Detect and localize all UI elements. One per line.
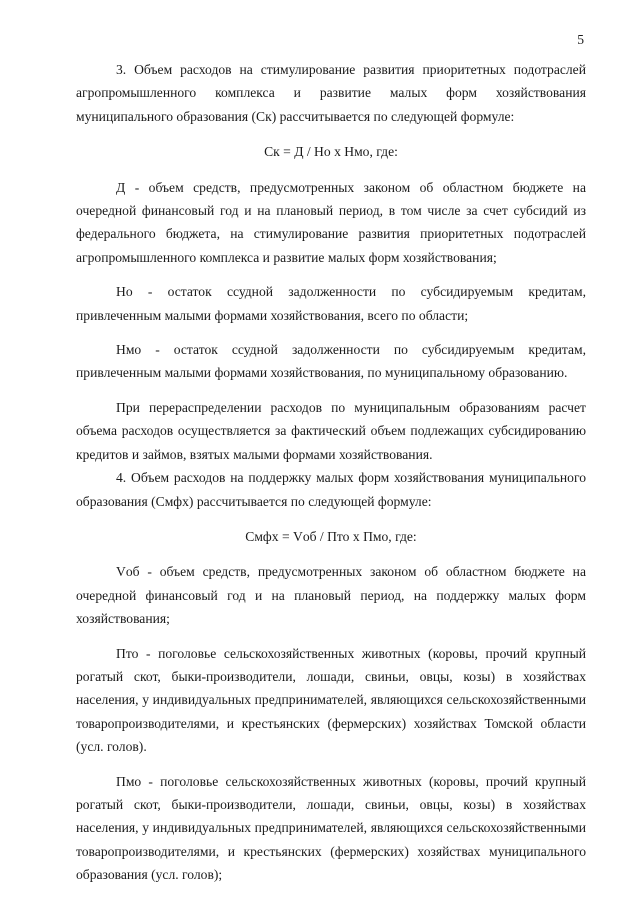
document-body <box>76 58 586 887</box>
definition-pto: Пто - поголовье сельскохозяйственных животных (коровы, прочий крупный рогатый скот, быки-производители, лошади, свиньи, овцы, козы) в хозяйствах населения, у индивидуальных предпринимателей, являющихся сельскохозяйственными товаропроизводителями, и крестьянских (фермерских) хозяйствах Томской области (усл. голов). <box>76 645 586 755</box>
paragraph-item-4: 4. Объем расходов на поддержку малых форм хозяйствования муниципального образования (Смфх) рассчитывается по следующей формуле: <box>76 470 586 509</box>
formula-sk: Ск = Д / Но х Нмо, где: <box>264 144 398 160</box>
page-number: 5 <box>577 32 584 47</box>
definition-d: Д - объем средств, предусмотренных законом об областном бюджете на очередной финансовый год и на плановый период, в том числе за счет субсидий из федерального бюджета, на стимулирование развития приоритетных подотраслей агропромышленного комплекса и развитие малых форм хозяйствования; <box>76 179 586 265</box>
definition-nmo: Нмо - остаток ссудной задолженности по субсидируемым кредитам, привлеченным малыми формами хозяйствования, по муниципальному образованию. <box>76 342 586 381</box>
definition-pmo: Пмо - поголовье сельскохозяйственных животных (коровы, прочий крупный рогатый скот, быки-производители, лошади, свиньи, овцы, козы) в хозяйствах населения, у индивидуальных предпринимателей, являющихся сельскохозяйственными товаропроизводителями, и крестьянских (фермерских) хозяйствах муниципального образования (усл. голов); <box>76 773 586 883</box>
formula-smfh: Смфх = Vоб / Пто х Пмо, где: <box>245 528 417 544</box>
paragraph-redistribution: При перераспределении расходов по муниципальным образованиям расчет объема расходов осуществляется за фактический объем подлежащих субсидированию кредитов и займов, взятых малыми формами хозяйствования. <box>76 399 586 462</box>
definition-vob: Vоб - объем средств, предусмотренных законом об областном бюджете на очередной финансовый год и на плановый период, на поддержку малых форм хозяйствования; <box>76 564 586 627</box>
paragraph-item-3: 3. Объем расходов на стимулирование развития приоритетных подотраслей агропромышленного комплекса и развитие малых форм хозяйствования муниципального образования (Ск) рассчитывается по следующей формуле: <box>76 62 586 124</box>
definition-no: Но - остаток ссудной задолженности по субсидируемым кредитам, привлеченным малыми формами хозяйствования, всего по области; <box>76 284 586 323</box>
